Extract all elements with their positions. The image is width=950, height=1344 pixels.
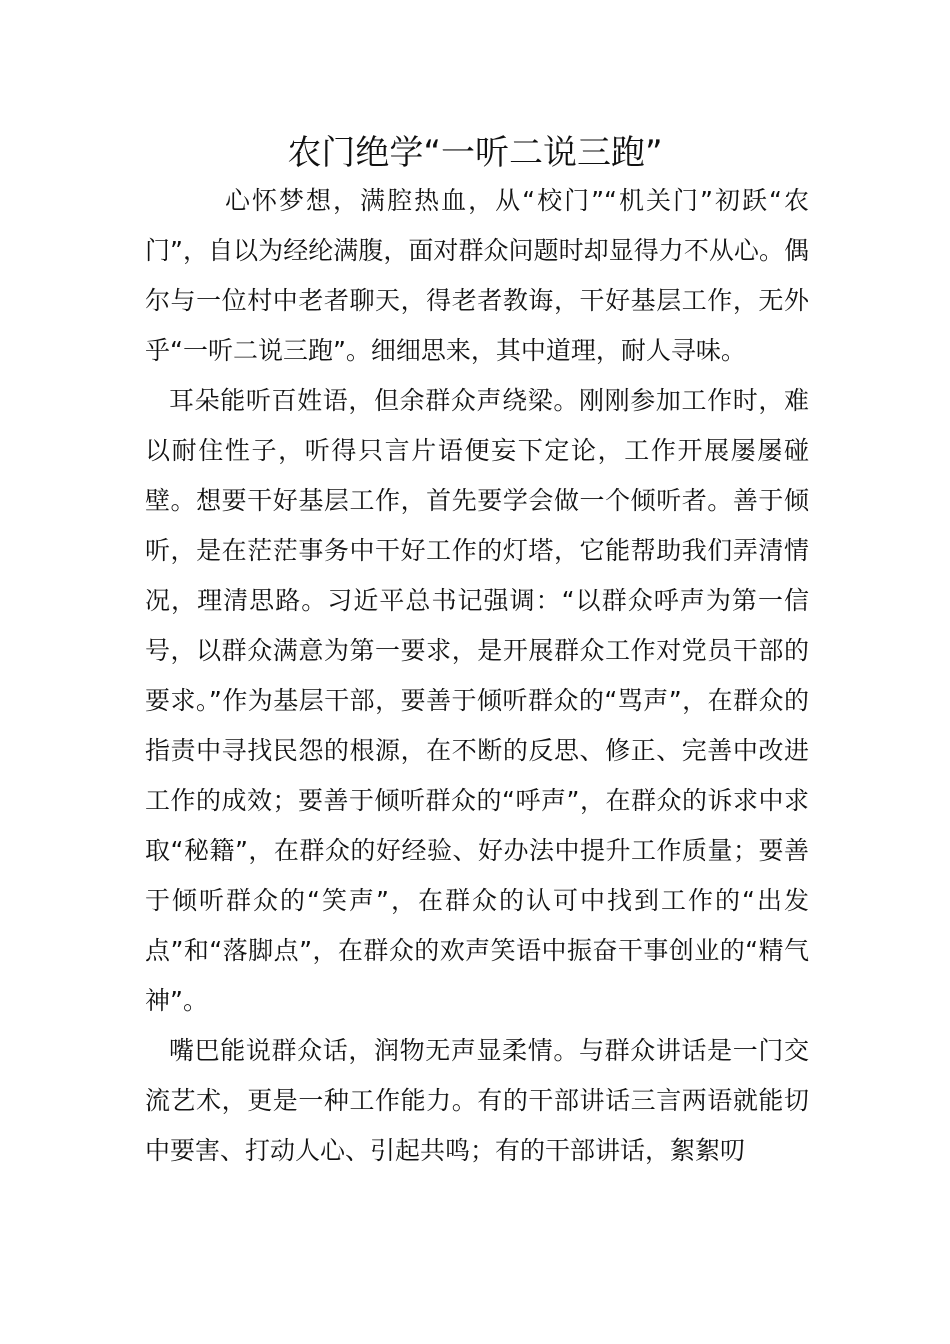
paragraph-intro: 心怀梦想，满腔热血，从“校门”“机关门”初跃“农门”，自以为经纶满腹，面对群众问题时却显得力不从心。偶尔与一位村中老者聊天，得老者教诲，干好基层工作，无外乎“一听二说三跑”。细细思来，其中道理，耐人寻味。: [145, 186, 809, 365]
paragraph-listening: 耳朵能听百姓语，但余群众声绕梁。刚刚参加工作时，难以耐住性子，听得只言片语便妄下定论，工作开展屡屡碰壁。想要干好基层工作，首先要学会做一个倾听者。善于倾听，是在茫茫事务中干好工作的灯塔，它能帮助我们弄清情况，理清思路。习近平总书记强调：“以群众呼声为第一信号，以群众满意为第一要求，是开展群众工作对党员干部的要求。”作为基层干部，要善于倾听群众的“骂声”，在群众的指责中寻找民怨的根源，在不断的反思、修正、完善中改进工作的成效；要善于倾听群众的“呼声”，在群众的诉求中求取“秘籍”，在群众的好经验、好办法中提升工作质量；要善于倾听群众的“笑声”，在群众的认可中找到工作的“出发点”和“落脚点”，在群众的欢声笑语中振奋干事创业的“精气神”。: [145, 386, 809, 1015]
document-title: 农门绝学“一听二说三跑”: [287, 133, 663, 173]
document-body: [145, 176, 809, 1176]
paragraph-speaking: 嘴巴能说群众话，润物无声显柔情。与群众讲话是一门交流艺术，更是一种工作能力。有的干部讲话三言两语就能切中要害、打动人心、引起共鸣；有的干部讲话，絮絮叨: [145, 1036, 809, 1165]
